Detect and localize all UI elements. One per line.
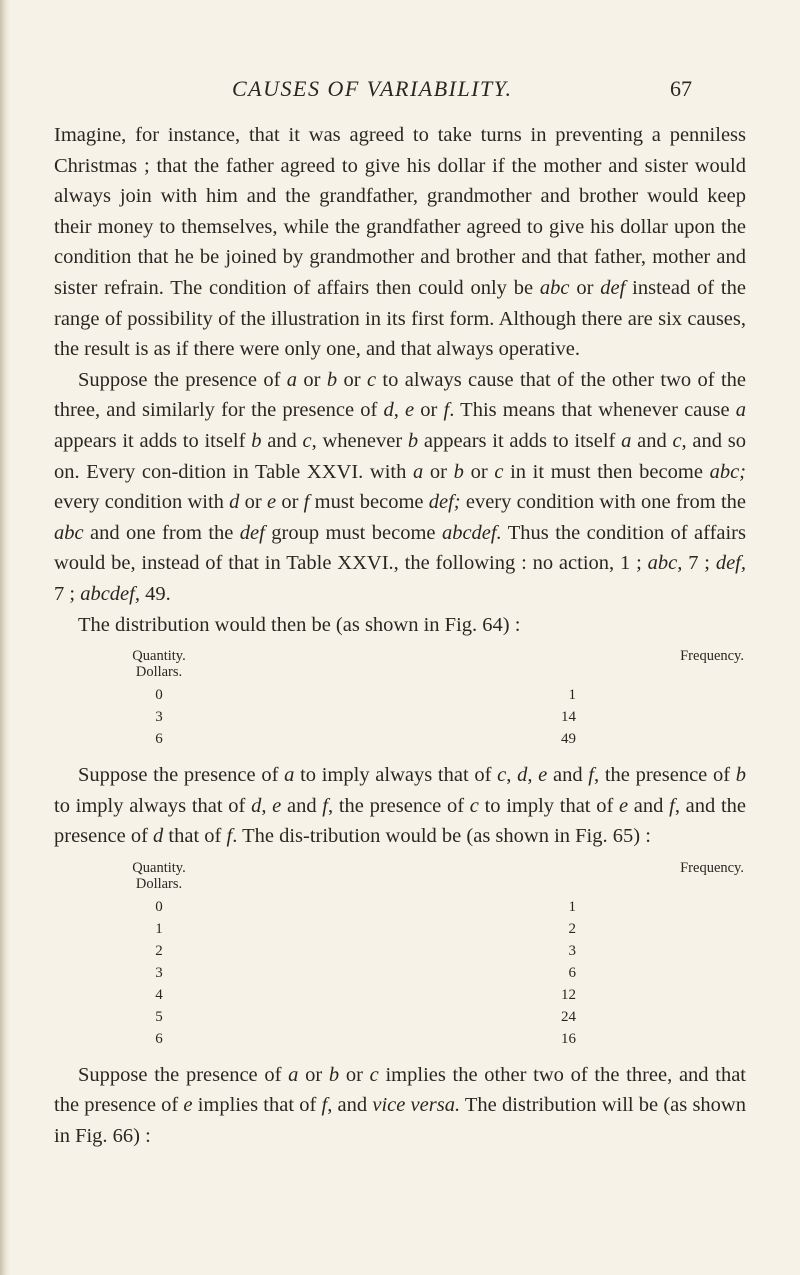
italic-term: b: [328, 1063, 340, 1086]
table-row: [114, 684, 754, 706]
italic-term: f: [588, 764, 594, 787]
italic-term: c: [497, 764, 507, 787]
page-edge-shadow: [0, 0, 10, 1275]
italic-term: f: [321, 1094, 328, 1117]
italic-term: b: [453, 460, 464, 483]
distribution-table-fig-64: [114, 648, 754, 750]
page-header: [0, 76, 800, 106]
table-rows: [114, 684, 754, 750]
quantity-value: 0: [155, 898, 163, 915]
italic-term: b: [326, 368, 338, 391]
italic-term: def: [239, 521, 265, 544]
italic-term: e: [618, 794, 629, 817]
italic-term: vice versa.: [372, 1094, 461, 1117]
table-rows: [114, 896, 754, 1050]
italic-term: e: [183, 1094, 193, 1117]
italic-term: a: [284, 764, 295, 787]
distribution-table-fig-65: [114, 860, 754, 1050]
italic-term: a: [413, 460, 424, 483]
italic-term: def: [600, 276, 626, 299]
quantity-value: 2: [155, 942, 163, 959]
italic-term: e: [538, 764, 548, 787]
table-row: [114, 962, 754, 984]
italic-term: a: [621, 429, 632, 452]
italic-term: f: [226, 825, 233, 848]
paragraph-1: Imagine, for instance, that it was agreed to take turns in preventing a penniless Christmas ; that the father agreed to give his dollar if the mother and sister would always join with him and the grandfather, grandmother and brother would keep their money to themselves, while the grandfather agreed to give his dollar upon the condition that he be joined by grandmother and brother and that father, mother and sister refrain. The condition of affairs then could only be abc or def instead of the range of possibility of the illustration in its first form. Although there are six causes, the result is as if there were only one, and that always operative.: [54, 124, 746, 361]
italic-term: d: [251, 794, 262, 817]
paragraph-2: Suppose the presence of a or b or c to always cause that of the other two of the three, and similarly for the presence of d, e or f. This means that whenever cause a appears it adds to itself b and c, whenever b appears it adds to itself a and c, and so on. Every con-dition in Table XXVI. with a or b or c in it must then become abc; every condition with d or e or f must become def; every condition with one from the abc and one from the def group must become abcdef. Thus the condition of affairs would be, instead of that in Table XXVI., the following : no action, 1 ; abc, 7 ; def, 7 ; abcdef, 49.: [54, 368, 747, 605]
table-row: [114, 918, 754, 940]
table-row: [114, 940, 754, 962]
italic-term: abc;: [709, 460, 747, 483]
italic-term: abcdef.: [441, 521, 502, 544]
frequency-value: 49: [561, 731, 576, 748]
frequency-value: 6: [568, 964, 576, 981]
italic-term: d: [383, 399, 394, 422]
italic-term: c: [366, 368, 377, 391]
quantity-column-header: Quantity. Dollars.: [132, 648, 186, 681]
frequency-value: 2: [568, 920, 576, 937]
page-body: [54, 120, 746, 1152]
italic-term: def;: [428, 491, 461, 514]
italic-term: d: [153, 825, 164, 848]
italic-term: c: [302, 429, 312, 452]
italic-term: c: [469, 794, 479, 817]
quantity-value: 0: [155, 687, 163, 704]
italic-term: abcdef,: [80, 582, 140, 605]
italic-term: b: [407, 429, 419, 452]
quantity-value: 4: [155, 986, 163, 1003]
italic-term: d: [229, 491, 240, 514]
frequency-value: 16: [561, 1030, 576, 1047]
quantity-value: 5: [155, 1008, 163, 1025]
table-row: [114, 1006, 754, 1028]
paragraph-5: Suppose the presence of a or b or c implies the other two of the three, and that the presence of e implies that of f, and vice versa. The distribution will be (as shown in Fig. 66) :: [54, 1063, 746, 1148]
italic-term: e: [272, 794, 282, 817]
table-row: [114, 1028, 754, 1050]
quantity-column-header: Quantity. Dollars.: [132, 859, 186, 892]
italic-term: e: [405, 399, 415, 422]
table-row: [114, 896, 754, 918]
italic-term: def,: [715, 552, 746, 575]
italic-term: a: [288, 1063, 299, 1086]
italic-term: c: [494, 460, 504, 483]
italic-term: c: [672, 429, 682, 452]
frequency-value: 3: [568, 942, 576, 959]
italic-term: a: [735, 399, 747, 422]
running-head: CAUSES OF VARIABILITY.: [232, 76, 513, 101]
italic-term: abc,: [647, 552, 683, 575]
frequency-value: 1: [568, 687, 576, 704]
quantity-value: 3: [155, 709, 163, 726]
italic-term: c: [369, 1063, 379, 1086]
italic-term: abc: [54, 521, 84, 544]
paragraph-4: Suppose the presence of a to imply always that of c, d, e and f, the presence of b to imply always that of d, e and f, the presence of c to imply that of e and f, and the presence of d that of f. The dis-tribution would be (as shown in Fig. 65) :: [54, 764, 747, 848]
table-row: [114, 984, 754, 1006]
frequency-column-header: Frequency.: [680, 859, 744, 876]
italic-term: f: [303, 491, 310, 514]
table-row: [114, 728, 754, 750]
paragraph-3: The distribution would then be (as shown in Fig. 64) :: [78, 613, 521, 636]
italic-term: f: [443, 399, 450, 422]
quantity-value: 6: [155, 731, 163, 748]
italic-term: abc: [539, 276, 570, 299]
italic-term: f: [322, 794, 328, 817]
frequency-value: 14: [561, 709, 576, 726]
page-number: 67: [670, 76, 692, 101]
table-row: [114, 706, 754, 728]
frequency-value: 12: [561, 986, 576, 1003]
italic-term: e: [266, 491, 277, 514]
frequency-value: 1: [568, 898, 576, 915]
italic-term: d: [517, 764, 528, 787]
frequency-column-header: Frequency.: [680, 648, 744, 665]
italic-term: b: [735, 764, 747, 787]
italic-term: a: [286, 368, 298, 391]
quantity-value: 6: [155, 1030, 163, 1047]
frequency-value: 24: [561, 1008, 576, 1025]
quantity-value: 1: [155, 920, 163, 937]
italic-term: f: [669, 794, 675, 817]
quantity-value: 3: [155, 964, 163, 981]
italic-term: b: [251, 429, 262, 452]
